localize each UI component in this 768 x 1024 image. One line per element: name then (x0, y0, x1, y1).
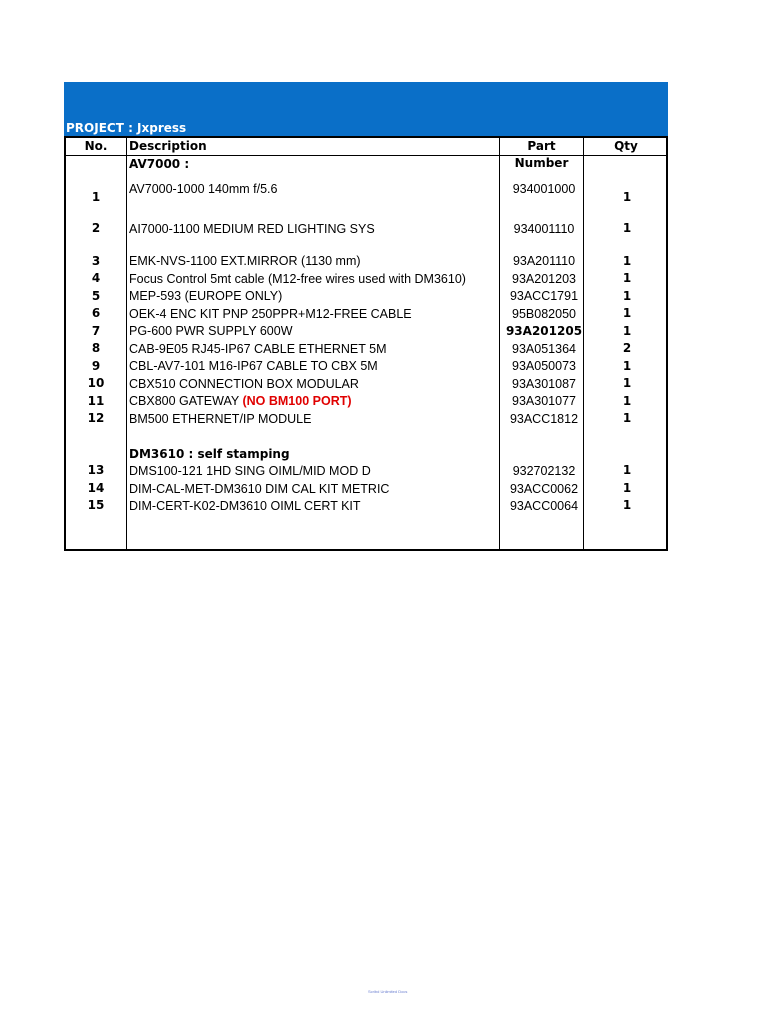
row-part-number: 93A201203 (512, 272, 576, 286)
row-qty: 1 (622, 190, 632, 204)
row-part-number: 93A051364 (512, 342, 576, 356)
row-number: 1 (91, 190, 101, 204)
footer-text: Scribd Unlimited Docs (368, 989, 408, 994)
row-qty: 1 (622, 359, 632, 373)
row-part-number: 93A301087 (512, 377, 576, 391)
row-part-number: 93A201110 (512, 254, 576, 268)
row-part-number: 93ACC1812 (509, 412, 579, 426)
row-part-number: 93ACC0064 (509, 499, 579, 513)
row-qty: 1 (622, 289, 632, 303)
warning-note: (NO BM100 PORT) (242, 394, 352, 408)
row-number: 9 (91, 359, 101, 373)
project-title: PROJECT : Jxpress (66, 121, 187, 135)
header-banner (64, 82, 668, 136)
row-number: 5 (91, 289, 101, 303)
section-title: AV7000 : (129, 157, 190, 171)
row-qty: 1 (622, 394, 632, 408)
row-part-number: 934001000 (512, 182, 576, 196)
row-description: DIM-CERT-K02-DM3610 OIML CERT KIT (129, 499, 361, 513)
row-part-number: 93A201205 (505, 324, 583, 338)
row-description: AV7000-1000 140mm f/5.6 (129, 182, 278, 196)
row-number: 6 (91, 306, 101, 320)
row-description: CBX510 CONNECTION BOX MODULAR (129, 377, 359, 391)
row-number: 14 (87, 481, 105, 495)
row-qty: 1 (622, 498, 632, 512)
section-title: DM3610 : self stamping (129, 447, 290, 461)
row-number: 13 (87, 463, 105, 477)
row-qty: 1 (622, 221, 632, 235)
row-qty: 1 (622, 271, 632, 285)
row-description: CAB-9E05 RJ45-IP67 CABLE ETHERNET 5M (129, 342, 387, 356)
row-part-number: 93A301077 (512, 394, 576, 408)
row-part-number: 93ACC0062 (509, 482, 579, 496)
row-qty: 1 (622, 463, 632, 477)
row-number: 10 (87, 376, 105, 390)
row-description: DMS100-121 1HD SING OIML/MID MOD D (129, 464, 371, 478)
row-qty: 1 (622, 324, 632, 338)
row-number: 4 (91, 271, 101, 285)
row-description (129, 394, 352, 409)
row-number: 15 (87, 498, 105, 512)
row-part-number: 93A050073 (512, 359, 576, 373)
column-divider (126, 138, 127, 549)
row-number: 7 (91, 324, 101, 338)
row-number: 11 (87, 394, 105, 408)
row-part-number: 934001110 (513, 222, 575, 236)
header-description: Description (129, 139, 207, 153)
row-qty: 1 (622, 254, 632, 268)
row-description: PG-600 PWR SUPPLY 600W (129, 324, 293, 338)
row-description: CBL-AV7-101 M16-IP67 CABLE TO CBX 5M (129, 359, 378, 373)
row-qty: 1 (622, 411, 632, 425)
row-qty: 1 (622, 481, 632, 495)
row-description: BM500 ETHERNET/IP MODULE (129, 412, 312, 426)
row-part-number: 95B082050 (512, 307, 576, 321)
row-qty: 1 (622, 376, 632, 390)
row-description: AI7000-1100 MEDIUM RED LIGHTING SYS (129, 222, 375, 236)
row-number: 12 (87, 411, 105, 425)
row-number: 2 (91, 221, 101, 235)
header-part-number: Part Number (514, 139, 569, 170)
row-number: 8 (91, 341, 101, 355)
row-description: DIM-CAL-MET-DM3610 DIM CAL KIT METRIC (129, 482, 390, 496)
header-no: No. (84, 139, 108, 153)
header-divider (66, 155, 666, 156)
row-description: EMK-NVS-1100 EXT.MIRROR (1130 mm) (129, 254, 361, 268)
row-part-number: 93ACC1791 (509, 289, 579, 303)
row-number: 3 (91, 254, 101, 268)
row-part-number: 932702132 (512, 464, 576, 478)
row-description-text: CBX800 GATEWAY (129, 394, 239, 408)
row-description: MEP-593 (EUROPE ONLY) (129, 289, 283, 303)
header-qty: Qty (614, 139, 638, 153)
row-description: Focus Control 5mt cable (M12-free wires used with DM3610) (129, 272, 466, 286)
row-description: OEK-4 ENC KIT PNP 250PPR+M12-FREE CABLE (129, 307, 412, 321)
parts-table (64, 136, 668, 551)
row-qty: 2 (622, 341, 632, 355)
row-qty: 1 (622, 306, 632, 320)
column-divider (499, 138, 500, 549)
